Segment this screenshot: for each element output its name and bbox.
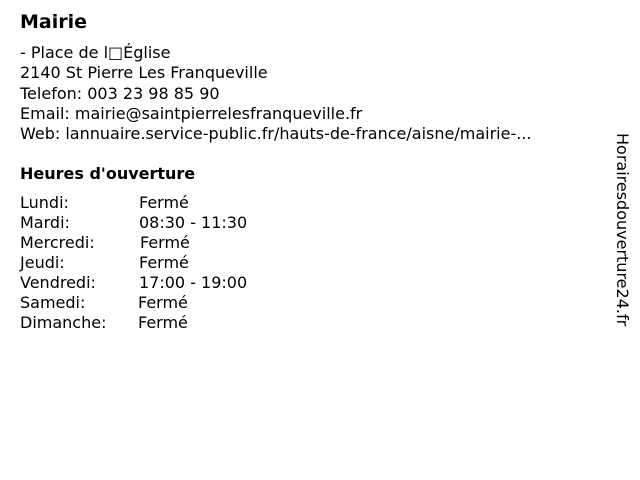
hours-row-friday bbox=[20, 273, 247, 293]
hours-value: Fermé bbox=[138, 313, 188, 332]
opening-hours-heading: Heures d'ouverture bbox=[20, 164, 196, 183]
hours-value: 17:00 - 19:00 bbox=[139, 273, 248, 292]
hours-row-thursday bbox=[20, 253, 247, 273]
brand-watermark-text: Horairesdouverture24.fr bbox=[613, 133, 632, 327]
day-label: Dimanche: bbox=[20, 313, 107, 332]
day-label: Jeudi: bbox=[20, 253, 65, 272]
day-label: Samedi: bbox=[20, 293, 86, 312]
place-title: Mairie bbox=[20, 11, 88, 33]
website-line: Web: lannuaire.service-public.fr/hauts-de-france/aisne/mairie-... bbox=[20, 124, 532, 144]
hours-row-tuesday bbox=[20, 213, 247, 233]
email-line: Email: mairie@saintpierrelesfranqueville.fr bbox=[20, 103, 363, 123]
day-label: Lundi: bbox=[20, 193, 69, 212]
hours-value: Fermé bbox=[139, 193, 189, 212]
hours-row-saturday bbox=[20, 293, 247, 313]
contact-block bbox=[20, 43, 531, 144]
day-label: Vendredi: bbox=[20, 273, 96, 292]
hours-value: Fermé bbox=[139, 253, 189, 272]
day-label: Mercredi: bbox=[20, 233, 95, 252]
hours-row-monday bbox=[20, 193, 247, 213]
hours-value: Fermé bbox=[140, 233, 190, 252]
hours-value: 08:30 - 11:30 bbox=[139, 213, 248, 232]
day-label: Mardi: bbox=[20, 213, 70, 232]
phone-line: Telefon: 003 23 98 85 90 bbox=[20, 83, 220, 103]
opening-hours-table bbox=[20, 193, 247, 333]
hours-row-sunday bbox=[20, 313, 247, 333]
hours-value: Fermé bbox=[138, 293, 188, 312]
street-address: - Place de l□Église bbox=[20, 43, 171, 62]
city-address: 2140 St Pierre Les Franqueville bbox=[20, 63, 268, 83]
brand-watermark bbox=[612, 133, 632, 345]
hours-row-wednesday bbox=[20, 233, 247, 253]
